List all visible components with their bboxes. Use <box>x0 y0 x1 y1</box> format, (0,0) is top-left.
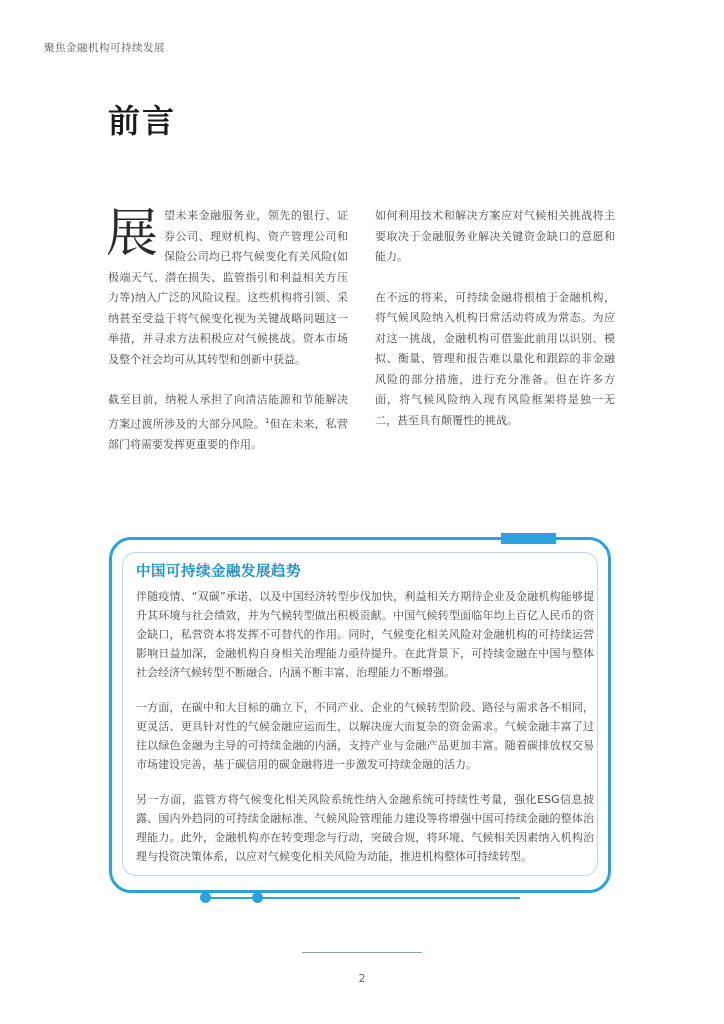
trend-box-content <box>136 560 594 882</box>
box-tab-decoration <box>501 533 556 544</box>
intro-right-paragraph-1: 如何利用技术和解决方案应对气候相关挑战将主要取决于金融服务业解决关键资金缺口的意愿和能力。 <box>375 209 615 263</box>
dropcap: 展 <box>106 204 159 264</box>
intro-right-paragraph-2: 在不远的将来，可持续金融将根植于金融机构，将气候风险纳入机构日常活动将成为常态。为应对这一挑战，金融机构可借鉴此前用以识别、模拟、衡量、管理和报告难以量化和跟踪的非金融风险的部分措施，进行充分准备。但在许多方面，将气候风险纳入现有风险框架将是独一无二，甚至具有颠覆性的挑战。 <box>375 290 615 427</box>
footer-rule <box>302 952 422 953</box>
trend-paragraph-3: 另一方面，监管方将气候变化相关风险系统性纳入金融系统可持续性考量，强化ESG信息披露、国内外趋同的可持续金融标准、气候风险管理能力建设等将增强中国可持续金融的整体治理能力。此外，金融机构亦在转变理念与行动，突破合规，将环境、气候相关因素纳入机构治理与投资决策体系，以应对气候变化相关风险为动能，推进机构整体可持续转型。 <box>136 793 594 863</box>
footnote-marker[interactable]: 1 <box>265 416 270 425</box>
trend-box-title: 中国可持续金融发展趋势 <box>136 564 301 580</box>
intro-paragraph-2: 截至目前，纳税人承担了向清洁能源和节能解决方案过渡所涉及的大部分风险。$^1$但在未来，私营部门将需要发挥更重要的作用。 <box>108 393 349 451</box>
page-number: 2 <box>358 972 366 985</box>
running-header: 聚焦金融机构可持续发展 <box>44 42 165 54</box>
intro-paragraph-1: 展望未来金融服务业，领先的银行、证券公司、理财机构、资产管理公司和保险公司均已将气候变化有关风险(如极端天气、潜在损失、监管指引和利益相关方压力等)纳入广泛的风险议程。这些机构将引领、采纳甚至受益于将气候变化视为关键战略问题这一举措，并寻求方法积极应对气候挑战。资本市场及整个社会均可从其转型和创新中获益。 <box>106 204 348 366</box>
timeline-dot-1 <box>200 892 211 903</box>
timeline-line-2 <box>262 897 520 899</box>
trend-callout-box <box>109 537 611 893</box>
intro-left-column <box>108 206 348 475</box>
trend-paragraph-1: 伴随疫情、“双碳”承诺、以及中国经济转型步伐加快，利益相关方期待企业及金融机构能够提升其环境与社会绩效，并为气候转型做出积极贡献。中国气候转型面临年均上百亿人民币的资金缺口，私营资本将发挥不可替代的作用。同时，气候变化相关风险对金融机构的可持续运营影响日益加深，金融机构自身相关治理能力亟待提升。在此背景下，可持续金融在中国与整体社会经济气候转型不断融合、内涵不断丰富、治理能力不断增强。 <box>136 590 594 679</box>
timeline-line-1 <box>208 897 256 899</box>
page-title: 前言 <box>108 102 177 140</box>
trend-paragraph-2: 一方面，在碳中和大目标的确立下，不同产业、企业的气候转型阶段、路径与需求各不相同，更灵活、更具针对性的气候金融应运而生，以解决庞大而复杂的资金需求。气候金融丰富了过往以绿色金融为主导的可持续金融的内涵，支持产业与金融产品更加丰富。随着碳排放权交易市场建设完善，基于碳信用的碳金融将进一步激发可持续金融的活力。 <box>136 701 594 771</box>
intro-right-column <box>375 206 615 451</box>
